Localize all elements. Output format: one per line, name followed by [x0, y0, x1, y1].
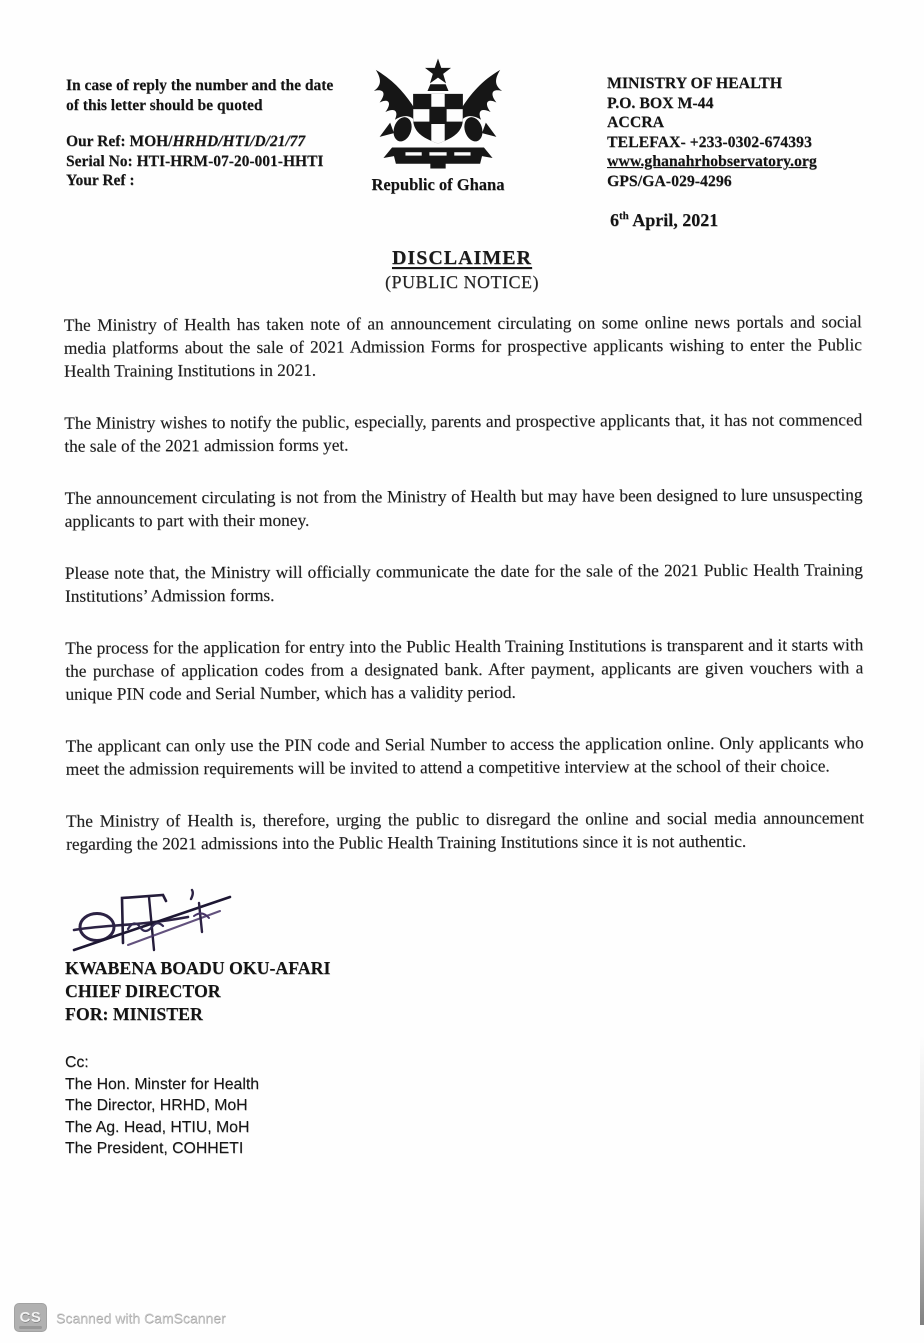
cc-label: Cc:	[65, 1054, 89, 1071]
letter-date-rest: April, 2021	[628, 210, 719, 230]
letter-body	[64, 310, 864, 884]
ministry-telefax: TELEFAX- +233-0302-674393	[607, 133, 812, 151]
body-paragraph: The Ministry wishes to notify the public, especially, parents and prospective applicants that, it has not commenced the sale of the 2021 admission forms yet.	[64, 410, 863, 456]
reply-note-line1: In case of reply the number and the date	[66, 77, 334, 94]
body-paragraph: Please note that, the Ministry will officially communicate the date for the sale of the 2021 Public Health Training Institutions’ Admission forms.	[64, 560, 863, 606]
your-ref-line: Your Ref :	[66, 172, 135, 189]
cc-recipient: The President, COHHETI	[65, 1140, 244, 1157]
scan-edge-artifact	[920, 1035, 924, 1325]
ministry-city: ACCRA	[607, 114, 665, 131]
camscanner-watermark-text: Scanned with CamScanner	[56, 1310, 226, 1326]
signatory-for: FOR: MINISTER	[65, 1004, 203, 1024]
body-paragraph: The Ministry of Health has taken note of an announcement circulating on some online news portals and social media platforms about the sale of 2021 Admission Forms for prospective applicants wishing to enter the Public Health Training Institutions in 2021.	[63, 312, 862, 381]
signature-scribble	[70, 888, 240, 958]
disclaimer-title: DISCLAIMER	[391, 247, 533, 269]
our-ref-line	[66, 132, 356, 152]
body-paragraph: The announcement circulating is not from the Ministry of Health but may have been designed to lure unsuspecting applicants to part with their money.	[64, 485, 863, 531]
signatory-title: CHIEF DIRECTOR	[65, 981, 221, 1001]
camscanner-badge-icon	[14, 1303, 47, 1332]
camscanner-badge-label: CS	[19, 1309, 42, 1326]
ministry-name: MINISTRY OF HEALTH	[607, 75, 782, 92]
reply-instructions-block	[66, 76, 356, 191]
our-ref-roman: MOH/	[129, 133, 173, 150]
emblem-block	[368, 55, 508, 195]
reply-note-line2: of this letter should be quoted	[66, 96, 263, 114]
letter-date-ordinal: th	[619, 210, 629, 222]
ministry-po-box: P.O. BOX M-44	[607, 94, 714, 112]
ministry-website: www.ghanahrhobservatory.org	[607, 153, 817, 170]
emblem-caption: Republic of Ghana	[371, 175, 505, 194]
cc-block	[65, 1052, 259, 1160]
title-block	[0, 247, 924, 293]
cc-recipient: The Director, HRHD, MoH	[65, 1097, 248, 1114]
signature-icon	[70, 888, 240, 958]
body-paragraph: The Ministry of Health is, therefore, urging the public to disregard the online and social media announcement regarding the 2021 admissions into the Public Health Training Institutions since it is not authentic.	[65, 808, 865, 854]
cc-recipient: The Hon. Minster for Health	[65, 1075, 260, 1093]
ministry-gps: GPS/GA-029-4296	[607, 172, 732, 190]
signatory-name: KWABENA BOADU OKU-AFARI	[65, 958, 331, 978]
public-notice-subtitle: (PUBLIC NOTICE)	[385, 272, 539, 292]
body-paragraph: The process for the application for entry into the Public Health Training Institutions is transparent and it starts with the purchase of application codes from a designated bank. After payment, applicants are given vouchers with a unique PIN code and Serial Number, which has a validity period.	[65, 635, 864, 704]
ghana-coat-of-arms-icon	[371, 55, 505, 171]
reference-block	[66, 132, 356, 191]
cc-recipient: The Ag. Head, HTIU, MoH	[65, 1118, 250, 1136]
body-paragraph: The applicant can only use the PIN code and Serial Number to access the application online. Only applicants who meet the admission requirements will be invited to attend a competitive interview at the school of their choice.	[65, 733, 864, 779]
our-ref-label: Our Ref:	[66, 133, 130, 150]
serial-no-line: Serial No: HTI-HRM-07-20-001-HHTI	[66, 152, 324, 170]
letter-date	[610, 210, 718, 231]
our-ref-italic: HRHD/HTI/D/21/77	[172, 133, 306, 150]
letter-date-day: 6	[610, 210, 619, 230]
ministry-address-block	[607, 74, 892, 191]
signatory-block	[65, 957, 330, 1026]
